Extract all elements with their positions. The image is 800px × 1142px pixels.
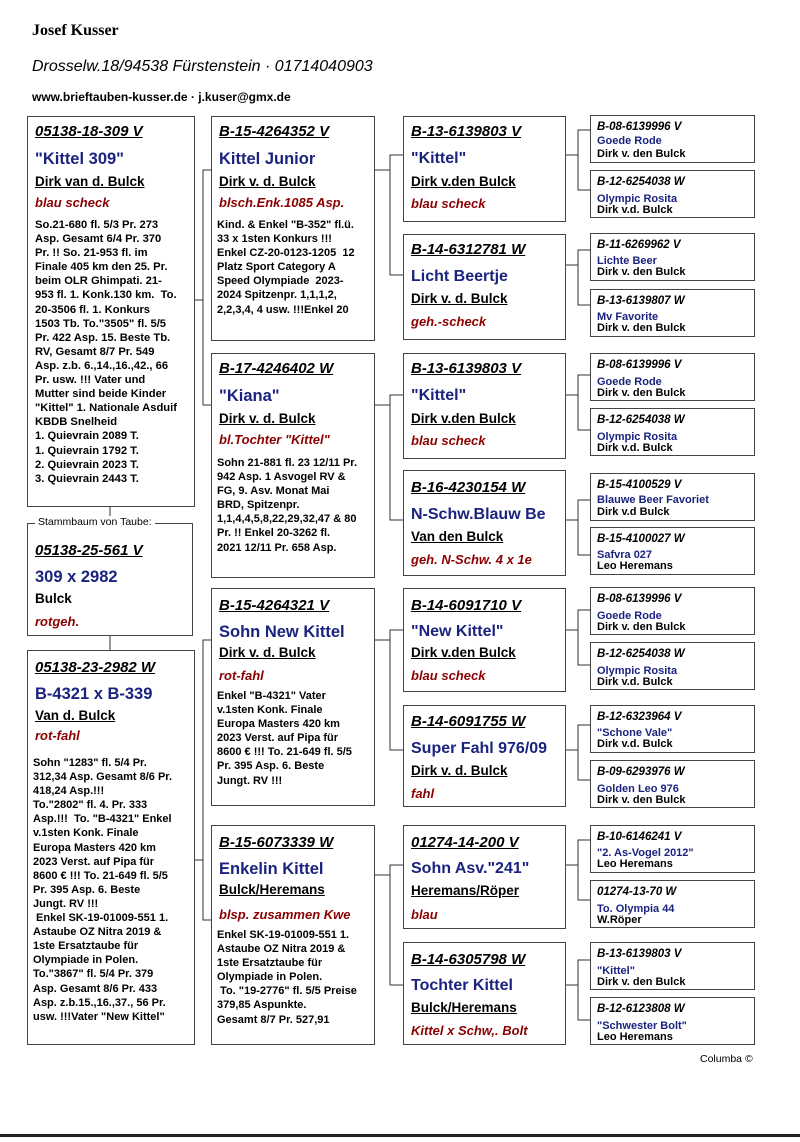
parent-card bbox=[211, 353, 375, 578]
great-grandparent-breeder: Dirk v.d Bulck bbox=[597, 506, 670, 518]
grandparent-card bbox=[403, 588, 566, 692]
grandparent-breeder: Dirk v.den Bulck bbox=[411, 411, 516, 426]
great-grandparent-card bbox=[590, 825, 755, 873]
dam-card bbox=[27, 650, 195, 1045]
great-grandparent-breeder: Leo Heremans bbox=[597, 1031, 673, 1043]
parent-color: rot-fahl bbox=[219, 668, 264, 683]
great-grandparent-card bbox=[590, 233, 755, 281]
great-grandparent-ring: B-09-6293976 W bbox=[597, 766, 685, 778]
great-grandparent-ring: B-13-6139803 V bbox=[597, 948, 682, 960]
great-grandparent-breeder: Dirk v. den Bulck bbox=[597, 976, 686, 988]
parent-notes: Enkel SK-19-01009-551 1. Astaube OZ Nitra 2019 & 1ste Ersatztaube für Olympiade in Polen. To. "19-2776" fl. 5/5 Preise 379,85 Aspunkte. Gesamt 8/7 Pr. 527,91 bbox=[217, 929, 357, 1026]
grandparent-ring: B-13-6139803 V bbox=[411, 360, 522, 377]
great-grandparent-card bbox=[590, 942, 755, 990]
great-grandparent-ring: B-12-6123808 W bbox=[597, 1003, 685, 1015]
grandparent-color: fahl bbox=[411, 786, 435, 801]
subject-notes: So.21-680 fl. 5/3 Pr. 273 Asp. Gesamt 6/4 Pr. 370 Pr. !! So. 21-953 fl. im Finale 405 km den 25. Pr. beim OLR Ghimpati. 21- 953 fl. 1. Konk.130 km. To. 20-3506 fl. 1. Konkurs 1503 Tb. To."3505" fl. 5/5 Pr. 422 Asp. 15. Beste Tb. RV, Gesamt 8/7 Pr. 549 Asp. z.b. 6.,14.,16.,42., 66 Pr. usw. !!! Vater und Mutter sind beide Kinder "Kittel" 1. Nationale Asduif KBDB Snelheid 1. Quievrain 2089 T. 1. Quievrain 1792 T. 2. Quievrain 2023 T. 3. Quievrain 2443 T. bbox=[35, 219, 177, 485]
great-grandparent-ring: 01274-13-70 W bbox=[597, 886, 677, 898]
great-grandparent-name: Olympic Rosita bbox=[597, 193, 678, 205]
great-grandparent-card bbox=[590, 997, 755, 1045]
great-grandparent-ring: B-12-6254038 W bbox=[597, 414, 685, 426]
great-grandparent-card bbox=[590, 170, 755, 218]
grandparent-color: geh.-scheck bbox=[411, 314, 487, 329]
grandparent-breeder: Heremans/Röper bbox=[411, 883, 520, 898]
parent-name: "Kiana" bbox=[219, 387, 280, 405]
parent-ring: B-15-4264321 V bbox=[219, 597, 330, 614]
subject-color: blau scheck bbox=[35, 195, 110, 210]
grandparent-name: Tochter Kittel bbox=[411, 977, 513, 994]
great-grandparent-ring: B-10-6146241 V bbox=[597, 831, 682, 843]
grandparent-name: Super Fahl 976/09 bbox=[411, 740, 548, 757]
dam-ring: 05138-23-2982 W bbox=[35, 659, 156, 676]
grandparent-card bbox=[403, 942, 566, 1045]
great-grandparent-card bbox=[590, 705, 755, 753]
parent-color: blsch.Enk.1085 Asp. bbox=[219, 195, 345, 210]
dam-breeder: Van d. Bulck bbox=[35, 708, 116, 723]
pedigree-subject-breeder: Bulck bbox=[35, 591, 72, 606]
grandparent-ring: B-16-4230154 W bbox=[411, 479, 526, 496]
great-grandparent-card bbox=[590, 473, 755, 521]
grandparent-color: blau scheck bbox=[411, 668, 486, 683]
parent-breeder: Dirk v. d. Bulck bbox=[219, 645, 316, 660]
grandparent-color: blau scheck bbox=[411, 433, 486, 448]
great-grandparent-card bbox=[590, 587, 755, 635]
great-grandparent-card bbox=[590, 880, 755, 928]
grandparent-name: "New Kittel" bbox=[411, 623, 504, 640]
grandparent-card bbox=[403, 353, 566, 459]
great-grandparent-breeder: Dirk v. den Bulck bbox=[597, 266, 686, 278]
great-grandparent-ring: B-13-6139807 W bbox=[597, 295, 685, 307]
grandparent-color: blau bbox=[411, 907, 438, 922]
great-grandparent-breeder: Dirk v.d. Bulck bbox=[597, 676, 673, 688]
great-grandparent-ring: B-12-6254038 W bbox=[597, 648, 685, 660]
grandparent-name: "Kittel" bbox=[411, 150, 467, 167]
parent-card bbox=[211, 116, 375, 341]
grandparent-color: geh. N-Schw. 4 x 1e bbox=[411, 552, 532, 567]
subject-breeder: Dirk van d. Bulck bbox=[35, 174, 145, 189]
dam-color: rot-fahl bbox=[35, 728, 80, 743]
grandparent-breeder: Dirk v. d. Bulck bbox=[411, 763, 508, 778]
great-grandparent-name: "2. As-Vogel 2012" bbox=[597, 847, 694, 859]
great-grandparent-ring: B-08-6139996 V bbox=[597, 121, 682, 133]
parent-notes: Kind. & Enkel "B-352" fl.ü. 33 x 1sten Konkurs !!! Enkel CZ-20-0123-1205 12 Platz Sport Category A Speed Olympiade 2023- 2024 Spitzenpr. 1,1,1,2, 2,2,3,4, 4 usw. !!!Enkel 20 bbox=[217, 219, 355, 316]
grandparent-ring: B-14-6091710 V bbox=[411, 597, 522, 614]
great-grandparent-name: "Schwester Bolt" bbox=[597, 1020, 687, 1032]
parent-card bbox=[211, 588, 375, 806]
great-grandparent-name: Olympic Rosita bbox=[597, 665, 678, 677]
parent-color: blsp. zusammen Kwe bbox=[219, 907, 351, 922]
great-grandparent-card bbox=[590, 760, 755, 808]
grandparent-card bbox=[403, 825, 566, 929]
great-grandparent-breeder: Leo Heremans bbox=[597, 858, 673, 870]
great-grandparent-breeder: Dirk v. den Bulck bbox=[597, 794, 686, 806]
grandparent-color: blau scheck bbox=[411, 196, 486, 211]
great-grandparent-breeder: Leo Heremans bbox=[597, 560, 673, 572]
great-grandparent-card bbox=[590, 642, 755, 690]
parent-name: Kittel Junior bbox=[219, 150, 316, 168]
great-grandparent-ring: B-15-4100529 V bbox=[597, 479, 682, 491]
parent-name: Enkelin Kittel bbox=[219, 860, 324, 878]
great-grandparent-name: Mv Favorite bbox=[597, 311, 659, 323]
footer-credit: Columba © bbox=[700, 1053, 753, 1065]
great-grandparent-breeder: Dirk v. den Bulck bbox=[597, 148, 686, 160]
subject-name: "Kittel 309" bbox=[35, 150, 125, 168]
parent-ring: B-15-4264352 V bbox=[219, 123, 330, 140]
great-grandparent-breeder: W.Röper bbox=[597, 914, 642, 926]
great-grandparent-name: Safvra 027 bbox=[597, 549, 653, 561]
grandparent-ring: B-14-6091755 W bbox=[411, 713, 526, 730]
great-grandparent-name: Goede Rode bbox=[597, 376, 662, 388]
great-grandparent-name: Golden Leo 976 bbox=[597, 783, 679, 795]
great-grandparent-name: "Kittel" bbox=[597, 965, 635, 977]
great-grandparent-name: Olympic Rosita bbox=[597, 431, 678, 443]
grandparent-card bbox=[403, 116, 566, 222]
great-grandparent-breeder: Dirk v.d. Bulck bbox=[597, 738, 673, 750]
great-grandparent-name: "Schone Vale" bbox=[597, 727, 673, 739]
great-grandparent-card bbox=[590, 289, 755, 337]
owner-web-email: www.brieftauben-kusser.de · j.kuser@gmx.de bbox=[32, 90, 291, 104]
parent-notes: Sohn 21-881 fl. 23 12/11 Pr. 942 Asp. 1 Asvogel RV & FG, 9. Asv. Monat Mai BRD, Spitzenpr. 1,1,4,4,5,8,22,29,32,47 & 80 Pr. !! Enkel 20-3262 fl. 2021 12/11 Pr. 658 Asp. bbox=[217, 457, 358, 554]
great-grandparent-ring: B-08-6139996 V bbox=[597, 359, 682, 371]
grandparent-name: Sohn Asv."241" bbox=[411, 860, 530, 877]
grandparent-breeder: Dirk v. d. Bulck bbox=[411, 291, 508, 306]
grandparent-name: Licht Beertje bbox=[411, 268, 508, 285]
parent-notes: Enkel "B-4321" Vater v.1sten Konk. Finale Europa Masters 420 km 2023 Verst. auf Pipa für 8600 € !!! To. 21-649 fl. 5/5 Pr. 395 Asp. 6. Beste Jungt. RV !!! bbox=[217, 690, 352, 787]
great-grandparent-card bbox=[590, 353, 755, 401]
great-grandparent-ring: B-15-4100027 W bbox=[597, 533, 685, 545]
grandparent-breeder: Van den Bulck bbox=[411, 529, 504, 544]
parent-card bbox=[211, 825, 375, 1045]
great-grandparent-name: Goede Rode bbox=[597, 610, 662, 622]
owner-address: Drosselw.18/94538 Fürstenstein · 01714040903 bbox=[32, 58, 373, 75]
parent-ring: B-17-4246402 W bbox=[219, 360, 334, 377]
grandparent-card bbox=[403, 470, 566, 576]
pedigree-subject-card bbox=[27, 523, 193, 636]
great-grandparent-ring: B-11-6269962 V bbox=[597, 239, 681, 251]
grandparent-ring: B-13-6139803 V bbox=[411, 123, 522, 140]
pedigree-subject-name: 309 x 2982 bbox=[35, 568, 118, 586]
parent-color: bl.Tochter "Kittel" bbox=[219, 432, 330, 447]
subject-ring: 05138-18-309 V bbox=[35, 123, 143, 140]
grandparent-breeder: Bulck/Heremans bbox=[411, 1000, 517, 1015]
great-grandparent-name: Blauwe Beer Favoriet bbox=[597, 494, 709, 506]
dam-name: B-4321 x B-339 bbox=[35, 685, 153, 703]
great-grandparent-card bbox=[590, 527, 755, 575]
subject-card bbox=[27, 116, 195, 507]
great-grandparent-name: Lichte Beer bbox=[597, 255, 657, 267]
owner-name: Josef Kusser bbox=[32, 22, 119, 39]
parent-breeder: Bulck/Heremans bbox=[219, 882, 325, 897]
pedigree-subject-color: rotgeh. bbox=[35, 614, 80, 629]
parent-breeder: Dirk v. d. Bulck bbox=[219, 174, 316, 189]
grandparent-color: Kittel x Schw,. Bolt bbox=[411, 1023, 528, 1038]
pedigree-subject-ring: 05138-25-561 V bbox=[35, 542, 143, 559]
grandparent-breeder: Dirk v.den Bulck bbox=[411, 174, 516, 189]
great-grandparent-ring: B-08-6139996 V bbox=[597, 593, 682, 605]
parent-breeder: Dirk v. d. Bulck bbox=[219, 411, 316, 426]
grandparent-breeder: Dirk v.den Bulck bbox=[411, 645, 516, 660]
great-grandparent-name: To. Olympia 44 bbox=[597, 903, 675, 915]
grandparent-card bbox=[403, 705, 566, 807]
great-grandparent-breeder: Dirk v.d. Bulck bbox=[597, 204, 673, 216]
great-grandparent-card bbox=[590, 408, 755, 456]
grandparent-ring: B-14-6305798 W bbox=[411, 951, 526, 968]
great-grandparent-breeder: Dirk v.d. Bulck bbox=[597, 442, 673, 454]
great-grandparent-ring: B-12-6254038 W bbox=[597, 176, 685, 188]
great-grandparent-name: Goede Rode bbox=[597, 135, 662, 147]
great-grandparent-ring: B-12-6323964 V bbox=[597, 711, 682, 723]
dam-notes: Sohn "1283" fl. 5/4 Pr. 312,34 Asp. Gesamt 8/6 Pr. 418,24 Asp.!!! To."2802" fl. 4. Pr. 333 Asp.!!! To. "B-4321" Enkel v.1sten Konk. Finale Europa Masters 420 km 2023 Verst. auf Pipa für 8600 € !!! To. 21-649 fl. 5/5 Pr. 395 Asp. 6. Beste Jungt. RV !!! Enkel SK-19-01009-551 1. Astaube OZ Nitra 2019 & 1ste Ersatztaube für Olympiade in Polen. To."3867" fl. 5/4 Pr. 379 Asp. Gesamt 8/6 Pr. 433 Asp. z.b.15.,16.,37., 56 Pr. usw. !!!Vater "New Kittel" bbox=[33, 757, 173, 1023]
grandparent-card bbox=[403, 234, 566, 340]
great-grandparent-card bbox=[590, 115, 755, 163]
bottom-rule bbox=[0, 1134, 800, 1137]
parent-ring: B-15-6073339 W bbox=[219, 834, 334, 851]
grandparent-name: N-Schw.Blauw Be bbox=[411, 506, 546, 523]
stammbaum-label: Stammbaum von Taube: bbox=[35, 516, 155, 528]
great-grandparent-breeder: Dirk v. den Bulck bbox=[597, 621, 686, 633]
grandparent-ring: 01274-14-200 V bbox=[411, 834, 519, 851]
great-grandparent-breeder: Dirk v. den Bulck bbox=[597, 322, 686, 334]
grandparent-name: "Kittel" bbox=[411, 387, 467, 404]
grandparent-ring: B-14-6312781 W bbox=[411, 241, 526, 258]
great-grandparent-breeder: Dirk v. den Bulck bbox=[597, 387, 686, 399]
parent-name: Sohn New Kittel bbox=[219, 623, 345, 641]
